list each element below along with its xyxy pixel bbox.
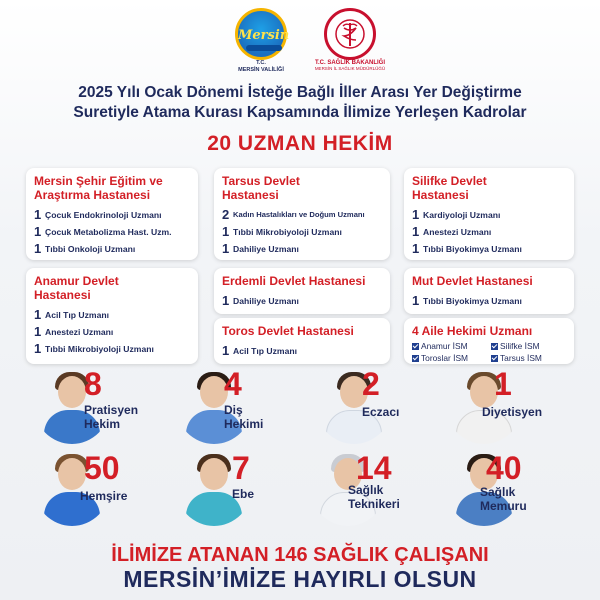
mersin-logo-sub2: T.C.: [256, 60, 266, 66]
list-item: [412, 240, 566, 257]
staff-eczaci: [316, 366, 456, 454]
card-title: 4 Aile Hekimi Uzmanı: [412, 324, 533, 338]
staff-label-1: Ebe: [232, 487, 255, 501]
staff-label-1: Diyetisyen: [482, 405, 543, 419]
checkbox-icon: [491, 343, 498, 350]
mersin-emblem-icon: [235, 8, 290, 60]
count: 1: [412, 241, 420, 256]
wave-icon: [246, 45, 282, 51]
card-title: Mersin Şehir Eğitim ve Araştırma Hastanesi: [34, 174, 163, 202]
count: 1: [34, 207, 42, 222]
list-item: [412, 206, 566, 223]
staff-diyetisyen: [446, 366, 586, 454]
list-item: [491, 340, 566, 352]
count: 1: [34, 224, 42, 239]
staff-label-1: Sağlık: [480, 485, 516, 499]
staff-count: 7: [232, 450, 250, 486]
mersin-logo-word: Mersin: [238, 28, 290, 43]
count: 1: [222, 293, 230, 308]
label: Dahiliye Uzmanı: [233, 243, 299, 254]
count: 1: [222, 343, 230, 358]
page-title-line2: Suretiyle Atama Kurası Kapsamında İlimize Yerleşen Kadrolar: [73, 104, 527, 121]
mersin-logo-sub3: MERSİN VALİLİĞİ: [238, 67, 284, 73]
label: Silifke İSM: [500, 341, 540, 351]
list-item: [34, 223, 190, 240]
list-item: [222, 240, 382, 257]
label: Tıbbi Mikrobiyoloji Uzmanı: [45, 343, 154, 354]
list-item: [491, 352, 566, 364]
list-item: [222, 206, 382, 223]
list-item: [222, 223, 382, 240]
checkbox-icon: [412, 355, 419, 362]
bakanlik-line1: T.C. SAĞLIK BAKANLIĞI: [315, 60, 385, 66]
mersin-valiligi-logo: [230, 8, 292, 78]
staff-label-2: Hekimi: [224, 417, 264, 431]
staff-label-1: Diş: [224, 403, 243, 417]
count: 2: [222, 207, 230, 222]
count: 1: [34, 341, 42, 356]
list-item: [412, 352, 487, 364]
label: Çocuk Endokrinoloji Uzmanı: [45, 209, 162, 220]
staff-ebe: [176, 448, 316, 536]
label: Acil Tıp Uzmanı: [45, 309, 109, 320]
count: 1: [222, 241, 230, 256]
count: 1: [412, 293, 420, 308]
staff-saglik-teknikeri: [310, 448, 450, 536]
card-title: Erdemli Devlet Hastanesi: [222, 274, 366, 288]
list-item: [34, 306, 190, 323]
list-item: [34, 206, 190, 223]
header-logos: [0, 6, 600, 78]
count: 1: [412, 224, 420, 239]
aile-list: [412, 340, 566, 364]
card-aile-hekimi: [404, 318, 574, 364]
card-erdemli: [214, 268, 390, 314]
label: Kardiyoloji Uzmanı: [423, 209, 501, 220]
count: 1: [34, 241, 42, 256]
caduceus-icon: [324, 8, 376, 60]
list-item: [34, 340, 190, 357]
label: Anestezi Uzmanı: [423, 226, 492, 237]
list-item: [222, 292, 382, 309]
staff-count: 50: [84, 450, 120, 486]
staff-count: 4: [224, 366, 242, 402]
staff-count: 14: [356, 450, 392, 486]
card-title: Toros Devlet Hastanesi: [222, 324, 354, 338]
staff-hemsire: [34, 448, 174, 536]
staff-count: 2: [362, 366, 380, 402]
footer-message: MERSİN’İMİZE HAYIRLI OLSUN: [123, 566, 477, 592]
label: Tıbbi Onkoloji Uzmanı: [45, 243, 136, 254]
card-tarsus: [214, 168, 390, 260]
page-title-line1: 2025 Yılı Ocak Dönemi İsteğe Bağlı İller Arası Yer Değiştirme: [78, 84, 522, 101]
staff-label-2: Memuru: [480, 499, 527, 513]
staff-label-2: Hekim: [84, 417, 121, 431]
label: Anestezi Uzmanı: [45, 326, 114, 337]
staff-dis-hekimi: [176, 366, 316, 454]
headline: 20 UZMAN HEKİM: [207, 132, 393, 155]
list-item: [34, 240, 190, 257]
staff-pratisyen-hekim: [34, 366, 174, 454]
staff-label-2: Teknikeri: [348, 497, 400, 511]
label: Tıbbi Mikrobiyoloji Uzmanı: [233, 226, 342, 237]
list-item: [34, 323, 190, 340]
label: Acil Tıp Uzmanı: [233, 345, 297, 356]
card-silifke: [404, 168, 574, 260]
card-toros: [214, 318, 390, 364]
label: Toroslar İSM: [421, 353, 469, 363]
checkbox-icon: [412, 343, 419, 350]
staff-saglik-memuru: [446, 448, 586, 536]
count: 1: [222, 224, 230, 239]
count: 1: [34, 324, 42, 339]
staff-label-1: Sağlık: [348, 483, 384, 497]
card-mut: [404, 268, 574, 314]
staff-count: 1: [494, 366, 512, 402]
card-title: Silifke Devlet Hastanesi: [412, 174, 487, 202]
label: Tıbbi Biyokimya Uzmanı: [423, 243, 522, 254]
list-item: [412, 292, 566, 309]
label: Anamur İSM: [421, 341, 468, 351]
label: Kadın Hastalıkları ve Doğum Uzmanı: [233, 210, 365, 219]
bakanlik-line2: MERSİN İL SAĞLIK MÜDÜRLÜĞÜ: [314, 66, 386, 71]
staff-count: 8: [84, 366, 102, 402]
staff-label-1: Pratisyen: [84, 403, 139, 417]
card-anamur: [26, 268, 198, 364]
card-title: Tarsus Devlet Hastanesi: [222, 174, 300, 202]
card-title: Mut Devlet Hastanesi: [412, 274, 533, 288]
count: 1: [412, 207, 420, 222]
label: Dahiliye Uzmanı: [233, 295, 299, 306]
label: Çocuk Metabolizma Hast. Uzm.: [45, 226, 172, 237]
staff-count: 40: [486, 450, 522, 486]
checkbox-icon: [491, 355, 498, 362]
card-mersin-sehir: [26, 168, 198, 260]
card-title: Anamur Devlet Hastanesi: [34, 274, 119, 302]
staff-label-1: Hemşire: [80, 489, 128, 503]
footer-total: İLİMİZE ATANAN 146 SAĞLIK ÇALIŞANI: [111, 544, 489, 566]
saglik-bakanligi-logo: [300, 8, 400, 78]
list-item: [412, 223, 566, 240]
list-item: [222, 342, 382, 359]
count: 1: [34, 307, 42, 322]
staff-label-1: Eczacı: [362, 405, 400, 419]
label: Tarsus İSM: [500, 353, 542, 363]
list-item: [412, 340, 487, 352]
label: Tıbbi Biyokimya Uzmanı: [423, 295, 522, 306]
